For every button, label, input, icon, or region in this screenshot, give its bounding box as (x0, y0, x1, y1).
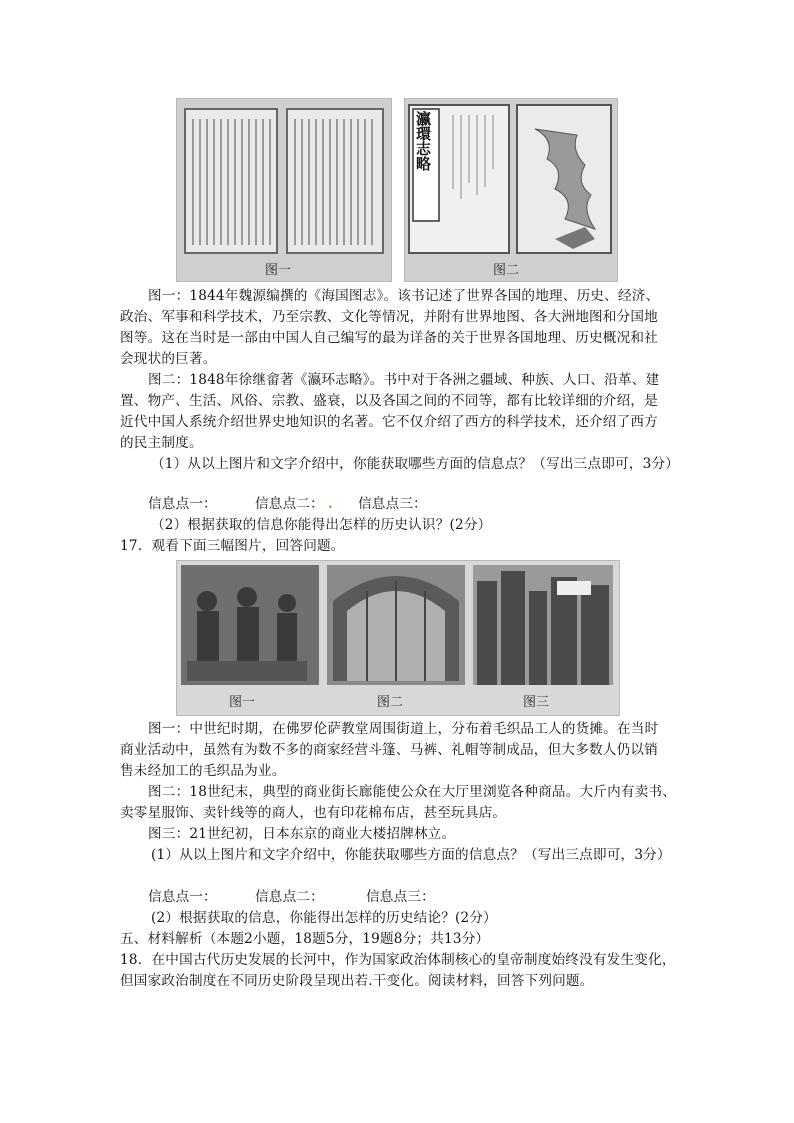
q17-fig3-line: 图三：21世纪初，日本东京的商业大楼招牌林立。 (148, 826, 456, 842)
q17-question-1: (1）从以上图片和文字介绍中，你能获取哪些方面的信息点？（写出三点即可，3分） (151, 847, 671, 863)
q17-caption-2: 图二 (377, 695, 404, 710)
q16-info-point-1: 信息点一： (148, 496, 217, 512)
q17-info-point-3: 信息点三： (366, 889, 435, 905)
q16-fig2-line-1: 图二：1848年徐继畲著《瀛环志略》。书中对于各洲之疆域、种族、人口、沿革、建 (148, 372, 660, 388)
q17-fig2-line-1: 图二：18世纪末，典型的商业街长廊能使公众在大厅里浏览各种商品。大斤内有卖书、 (148, 784, 677, 800)
q17-caption-1: 图一 (229, 695, 256, 710)
q16-info-point-3: 信息点三： (358, 496, 427, 512)
figure-caption-2: 图二 (493, 263, 520, 278)
q17-fig2-line-2: 卖零星服饰、卖针线等的商人，也有印花棉布店，甚至玩具店。 (120, 805, 507, 821)
book-photo-haiguo-tuzhi (176, 98, 392, 282)
section-5-title: 五、材料解析（本题2小题，18题5分，19题8分；共13分） (120, 931, 490, 947)
book-title-vertical: 瀛環志略 (414, 111, 432, 171)
q17-caption-3: 图三 (523, 695, 550, 710)
q16-question-1: （1）从以上图片和文字介绍中，你能获取哪些方面的信息点？（写出三点即可，3分） (151, 456, 680, 472)
q16-fig1-line-2: 政治、军事和科学技术，乃至宗教、文化等情况，并附有世界地图、各大洲地图和分国地 (120, 309, 658, 325)
q16-question-2: （2）根据获取的信息你能得出怎样的历史认识？(2分） (151, 517, 492, 533)
q17-fig1-line-2: 商业活动中，虽然有为数不多的商家经营斗篷、马裤、礼帽等制成品，但大多数人仍以销 (120, 742, 658, 758)
q17-title: 17．观看下面三幅图片，回答问题。 (120, 538, 345, 554)
q16-fig2-line-4: 的民主制度。 (120, 435, 203, 451)
q16-info-point-2: 信息点二： (255, 496, 324, 512)
q16-fig1-line-4: 会现状的巨著。 (120, 351, 217, 367)
q17-fig1-line-3: 售未经加工的毛织品为业。 (120, 763, 286, 779)
q16-fig1-line-3: 图等。这在当时是一部由中国人自己编写的最为详备的关于世界各国地理、历史概况和社 (120, 330, 658, 346)
q18-line-1: 18．在中国古代历史发展的长河中，作为国家政治体制核心的皇帝制度始终没有发生变化， (120, 952, 676, 968)
q17-info-point-2: 信息点二： (255, 889, 324, 905)
figure-caption-1: 图一 (265, 263, 292, 278)
commerce-photo-strip (176, 560, 620, 716)
q16-fig2-line-3: 近代中国人系统介绍世界史地知识的名著。它不仅介绍了西方的科学技术，还介绍了西方 (120, 414, 658, 430)
q16-fig1-line-1: 图一：1844年魏源编撰的《海国图志》。该书记述了世界各国的地理、历史、经济、 (148, 288, 660, 304)
q18-line-2: 但国家政治制度在不同历史阶段呈现出若.干变化。阅读材料，回答下列问题。 (120, 973, 594, 989)
q16-orange-dot: . (328, 496, 333, 512)
book-photo-yinghuan-zhilue (404, 98, 618, 282)
q16-fig2-line-2: 置、物产、生活、风俗、宗教、盛衰，以及各国之间的不同等，都有比较详细的介绍，是 (120, 393, 658, 409)
q17-info-point-1: 信息点一： (148, 889, 217, 905)
q17-fig1-line-1: 图一：中世纪时期，在佛罗伦萨教堂周围街道上，分布着毛织品工人的货摊。在当时 (148, 721, 659, 737)
q17-question-2: (2）根据获取的信息，你能得出怎样的历史结论？(2分） (151, 910, 497, 926)
